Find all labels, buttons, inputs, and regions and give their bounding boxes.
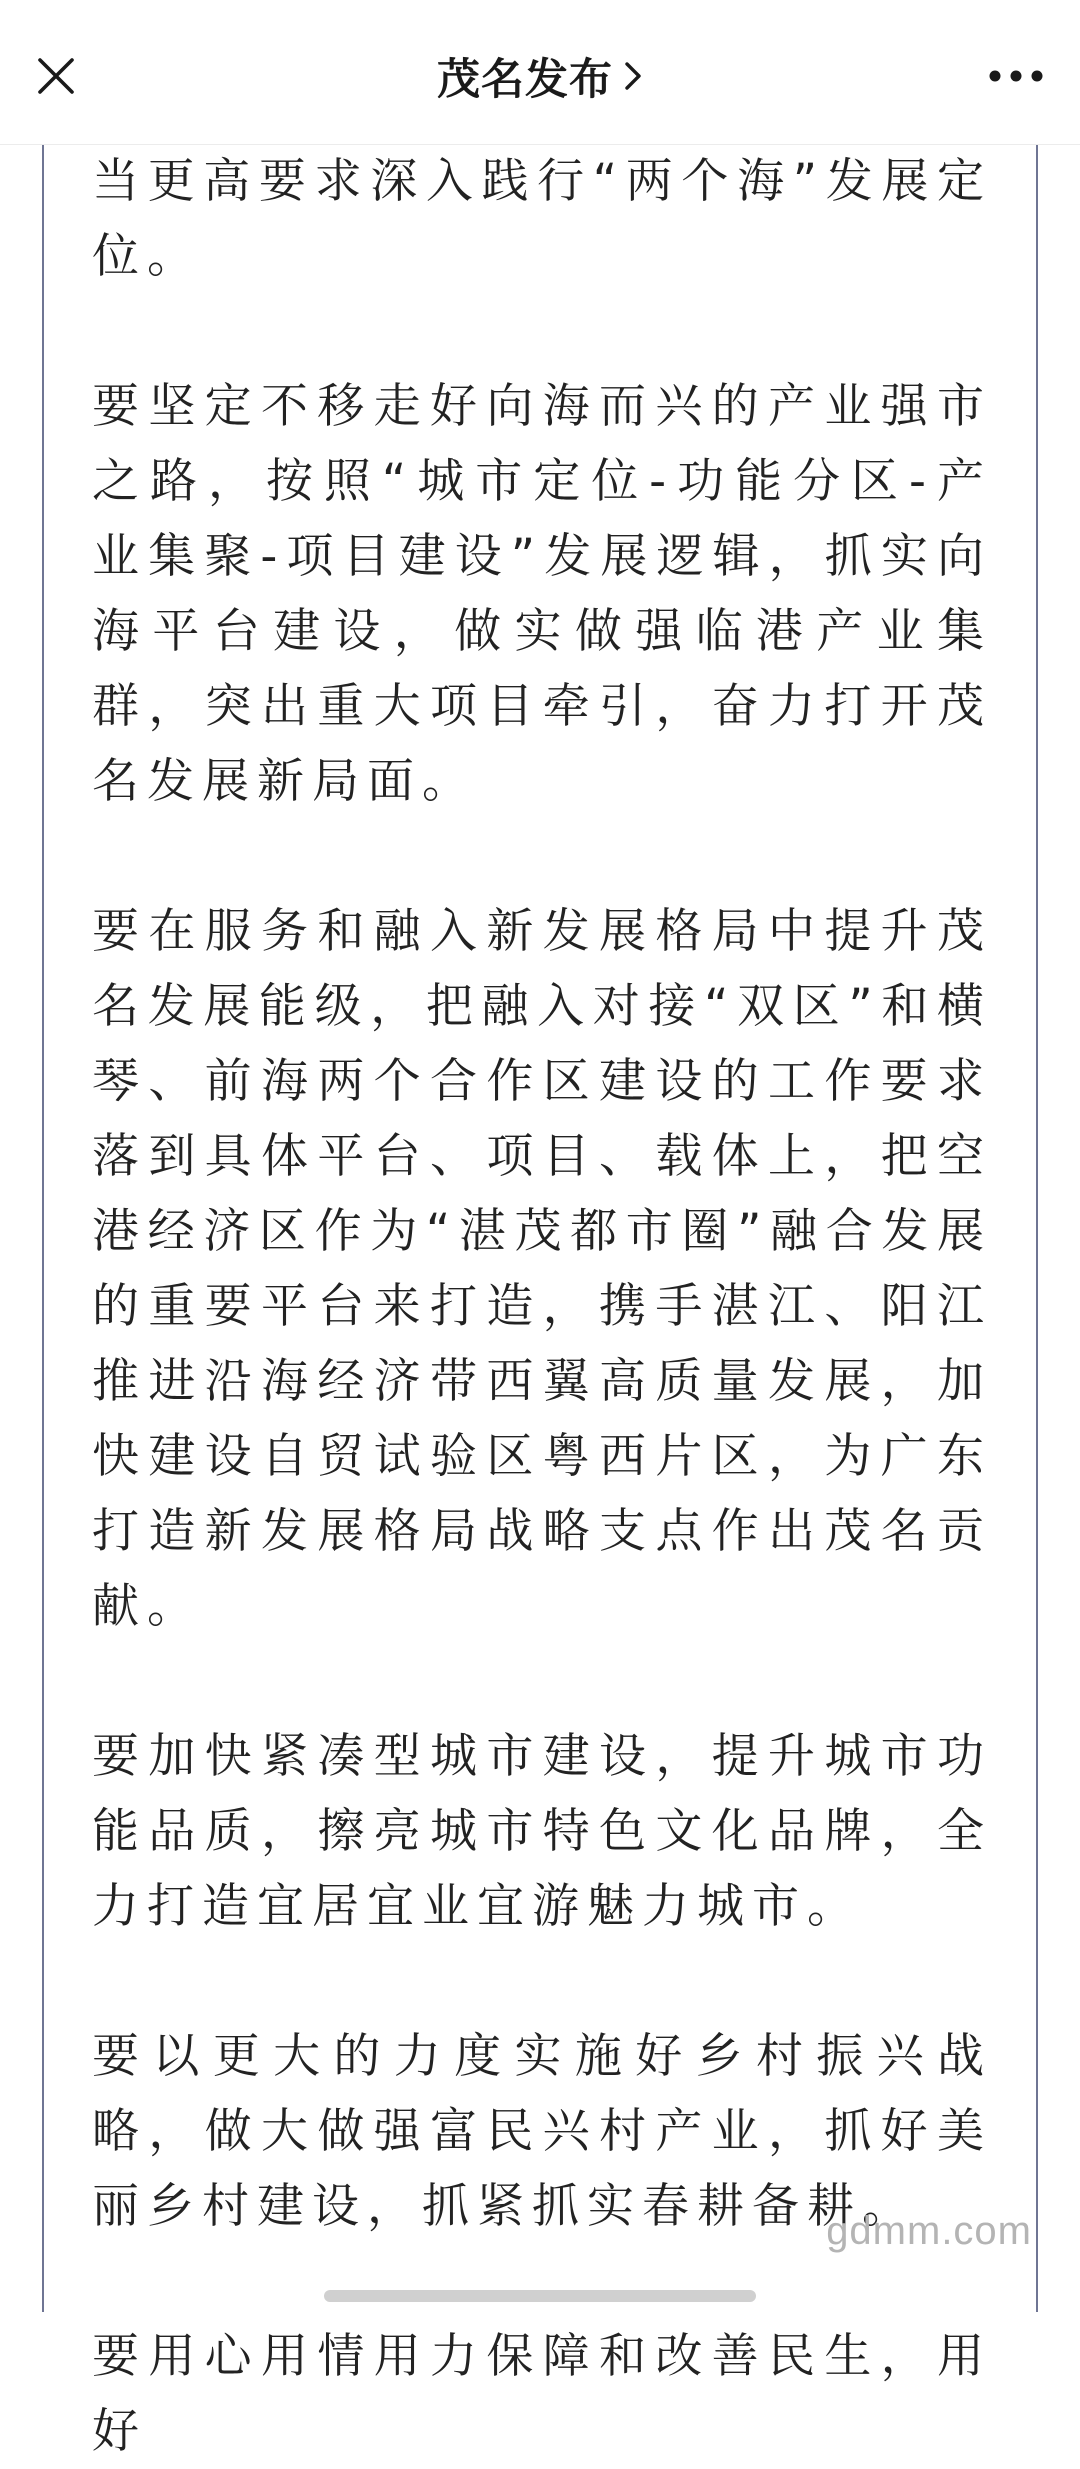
article-paragraph: 要坚定不移走好向海而兴的产业强市之路，按照“城市定位-功能分区-产业集聚-项目建设”发展逻辑，抓实向海平台建设，做实做强临港产业集群，突出重大项目牵引，奋力打开茂名发展新局面。 [92, 379, 992, 809]
home-indicator[interactable] [324, 2290, 756, 2302]
more-icon [988, 69, 1044, 83]
article-body[interactable] [42, 144, 1038, 2459]
article-paragraph: 要在服务和融入新发展格局中提升茂名发展能级，把融入对接“双区”和横琴、前海两个合作区建设的工作要求落到具体平台、项目、载体上，把空港经济区作为“湛茂都市圈”融合发展的重要平台来打造，携手湛江、阳江推进沿海经济带西翼高质量发展，加快建设自贸试验区粤西片区，为广东打造新发展格局战略支点作出茂名贡献。 [92, 904, 992, 1634]
article-content [92, 144, 992, 2469]
article-paragraph: 要加快紧凑型城市建设，提升城市功能品质，擦亮城市特色文化品牌，全力打造宜居宜业宜游魅力城市。 [92, 1729, 992, 1934]
account-title-link[interactable] [0, 44, 1080, 108]
article-paragraph: 当更高要求深入践行“两个海”发展定位。 [92, 154, 992, 284]
watermark: gdmm.com [826, 2209, 1032, 2253]
nav-header [0, 0, 1080, 145]
page-title: 茂名发布 [437, 54, 613, 105]
article-paragraph: 要用心用情用力保障和改善民生，用好 [92, 2329, 992, 2459]
more-button[interactable] [980, 44, 1052, 108]
chevron-right-icon [623, 60, 643, 92]
article-paragraph: 要以更大的力度实施好乡村振兴战略，做大做强富民兴村产业，抓好美丽乡村建设，抓紧抓实春耕备耕。 [92, 2029, 992, 2234]
